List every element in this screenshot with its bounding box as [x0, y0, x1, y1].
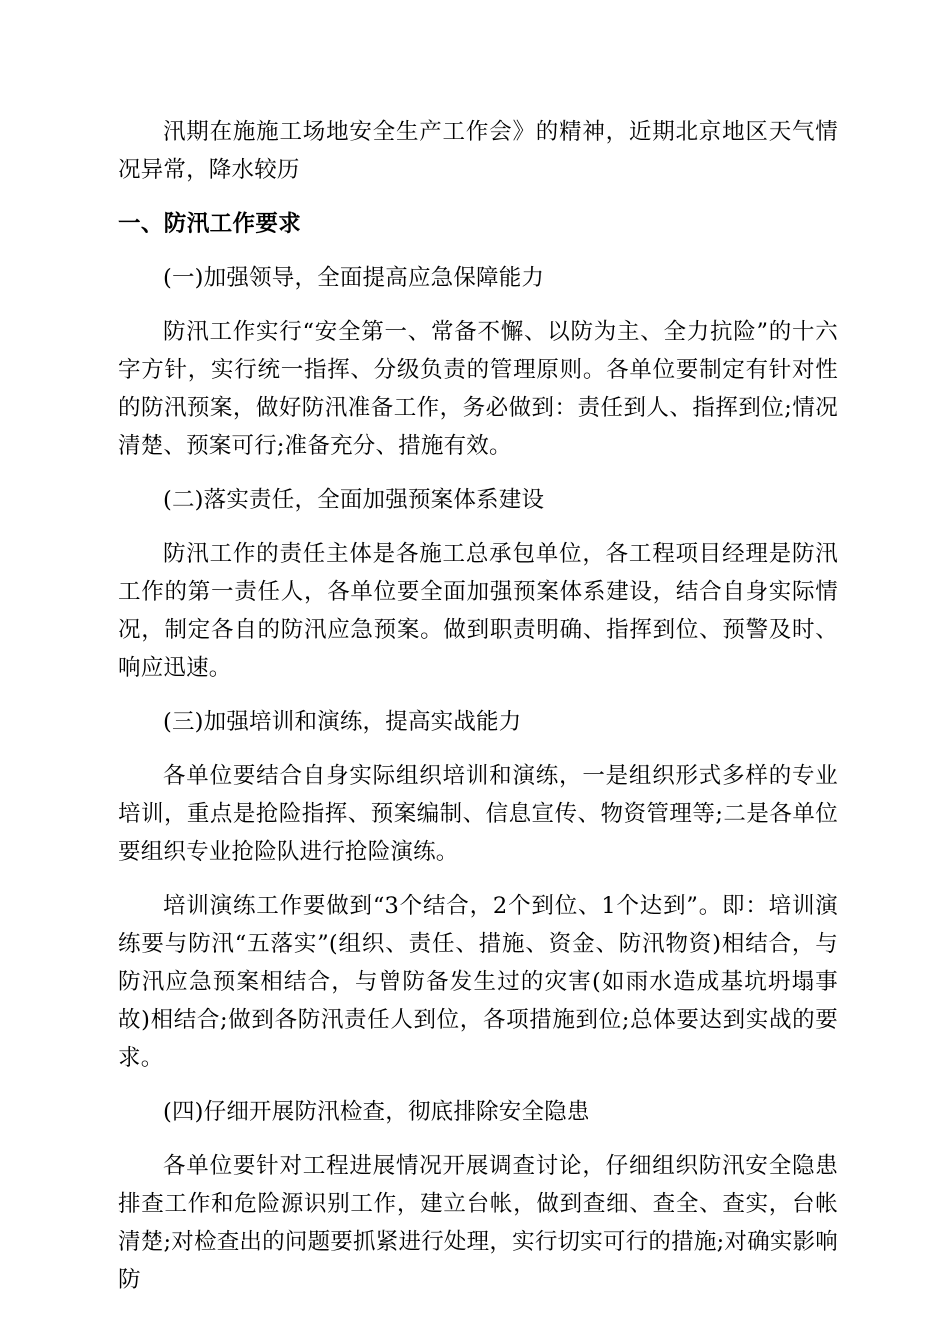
section-heading-1: 一、防汛工作要求: [118, 211, 302, 237]
paragraph-3a: 各单位要结合自身实际组织培训和演练，一是组织形式多样的专业培训，重点是抢险指挥、预案编制、信息宣传、物资管理等;二是各单位要组织专业抢险队进行抢险演练。: [118, 763, 838, 865]
intro-paragraph: 汛期在施施工场地安全生产工作会》的精神，近期北京地区天气情况异常，降水较历: [118, 119, 838, 183]
spacer: [118, 465, 838, 481]
subheading-4: (四)仔细开展防汛检查，彻底排除安全隐患: [163, 1099, 590, 1125]
paragraph-2: 防汛工作的责任主体是各施工总承包单位，各工程项目经理是防汛工作的第一责任人，各单位要全面加强预案体系建设，结合自身实际情况，制定各自的防汛应急预案。做到职责明确、指挥到位、预警及时、响应迅速。: [118, 541, 838, 681]
paragraph-3b: 培训演练工作要做到“3个结合，2个到位、1个达到”。即：培训演练要与防汛“五落实”(组织、责任、措施、资金、防汛物资)相结合，与防汛应急预案相结合，与曾防备发生过的灾害(如雨水造成基坑坍塌事故)相结合;做到各防汛责任人到位，各项措施到位;总体要达到实战的要求。: [118, 893, 838, 1071]
subheading-3: (三)加强培训和演练，提高实战能力: [163, 709, 522, 735]
spacer: [118, 687, 838, 703]
spacer: [118, 871, 838, 887]
spacer: [118, 741, 838, 757]
spacer: [118, 189, 838, 205]
subheading-1: (一)加强领导，全面提高应急保障能力: [163, 265, 545, 291]
spacer: [118, 519, 838, 535]
paragraph-4: 各单位要针对工程进展情况开展调查讨论，仔细组织防汛安全隐患排查工作和危险源识别工作，建立台帐，做到查细、查全、查实，台帐清楚;对检查出的问题要抓紧进行处理，实行切实可行的措施;对确实影响防: [118, 1153, 838, 1293]
paragraph-1: 防汛工作实行“安全第一、常备不懈、以防为主、全力抗险”的十六字方针，实行统一指挥、分级负责的管理原则。各单位要制定有针对性的防汛预案，做好防汛准备工作，务必做到：责任到人、指挥到位;情况清楚、预案可行;准备充分、措施有效。: [118, 319, 838, 459]
spacer: [118, 1131, 838, 1147]
spacer: [118, 1077, 838, 1093]
subheading-2: (二)落实责任，全面加强预案体系建设: [163, 487, 545, 513]
document-body: [118, 113, 838, 1299]
spacer: [118, 243, 838, 259]
spacer: [118, 297, 838, 313]
